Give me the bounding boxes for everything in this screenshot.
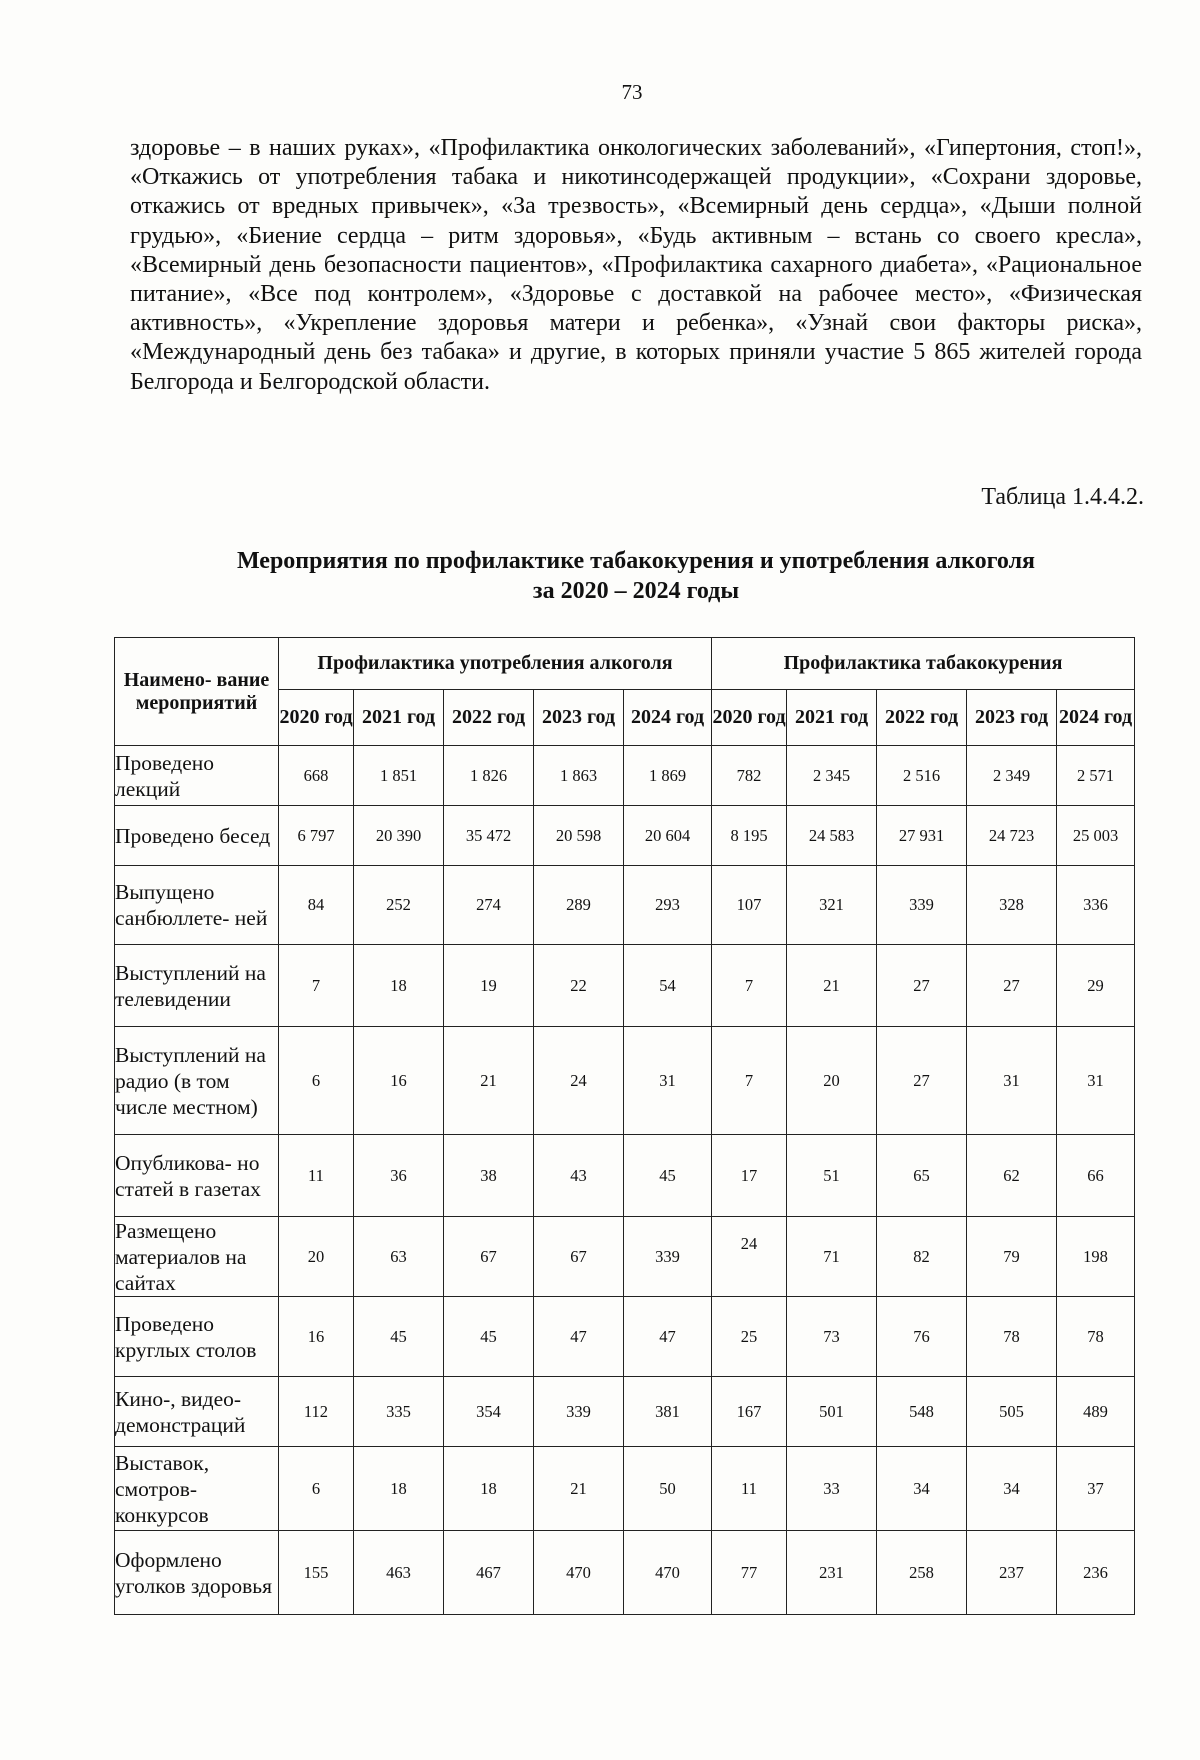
alcohol-cell: 20 598 [534, 806, 624, 866]
alcohol-cell: 63 [354, 1217, 444, 1297]
tobacco-cell: 27 [877, 1027, 967, 1135]
tobacco-cell: 8 195 [712, 806, 787, 866]
tobacco-cell: 82 [877, 1217, 967, 1297]
alcohol-cell: 47 [534, 1297, 624, 1377]
tobacco-cell: 2 345 [787, 746, 877, 806]
tobacco-cell: 29 [1057, 945, 1135, 1027]
alcohol-cell: 470 [534, 1531, 624, 1615]
tobacco-cell: 34 [877, 1447, 967, 1531]
alcohol-cell: 354 [444, 1377, 534, 1447]
tobacco-cell: 76 [877, 1297, 967, 1377]
tobacco-cell: 237 [967, 1531, 1057, 1615]
alcohol-cell: 293 [624, 866, 712, 945]
tobacco-cell: 77 [712, 1531, 787, 1615]
tobacco-cell: 782 [712, 746, 787, 806]
table-row [115, 1135, 1135, 1217]
tobacco-cell: 17 [712, 1135, 787, 1217]
name-column-header: Наимено- вание мероприятий [115, 638, 279, 746]
tobacco-cell: 258 [877, 1531, 967, 1615]
row-label: Оформлено уголков здоровья [115, 1531, 279, 1615]
table-row [115, 1027, 1135, 1135]
table-row [115, 1217, 1135, 1297]
row-label: Выступлений на телевидении [115, 945, 279, 1027]
year-header-tobacco-2023: 2023 год [967, 690, 1057, 746]
alcohol-cell: 1 863 [534, 746, 624, 806]
table-title [130, 546, 1142, 606]
year-header-tobacco-2022: 2022 год [877, 690, 967, 746]
table-row [115, 1297, 1135, 1377]
year-header-tobacco-2020: 2020 год [712, 690, 787, 746]
alcohol-cell: 381 [624, 1377, 712, 1447]
table-row [115, 945, 1135, 1027]
alcohol-cell: 38 [444, 1135, 534, 1217]
alcohol-cell: 31 [624, 1027, 712, 1135]
tobacco-cell: 548 [877, 1377, 967, 1447]
alcohol-cell: 67 [444, 1217, 534, 1297]
alcohol-cell: 43 [534, 1135, 624, 1217]
tobacco-cell: 167 [712, 1377, 787, 1447]
alcohol-cell: 339 [534, 1377, 624, 1447]
row-label: Размещено материалов на сайтах [115, 1217, 279, 1297]
tobacco-cell: 62 [967, 1135, 1057, 1217]
alcohol-cell: 1 826 [444, 746, 534, 806]
alcohol-cell: 20 [279, 1217, 354, 1297]
tobacco-cell: 71 [787, 1217, 877, 1297]
row-label: Выступлений на радио (в том числе местном) [115, 1027, 279, 1135]
alcohol-cell: 18 [354, 1447, 444, 1531]
events-table [114, 637, 1135, 1615]
alcohol-cell: 1 851 [354, 746, 444, 806]
alcohol-cell: 67 [534, 1217, 624, 1297]
tobacco-cell: 24 723 [967, 806, 1057, 866]
year-header-alcohol-2024: 2024 год [624, 690, 712, 746]
table-row [115, 1447, 1135, 1531]
alcohol-cell: 36 [354, 1135, 444, 1217]
tobacco-cell: 231 [787, 1531, 877, 1615]
row-label: Опубликова- но статей в газетах [115, 1135, 279, 1217]
alcohol-cell: 463 [354, 1531, 444, 1615]
alcohol-group-header: Профилактика употребления алкоголя [279, 638, 712, 690]
tobacco-cell: 328 [967, 866, 1057, 945]
alcohol-cell: 18 [354, 945, 444, 1027]
year-header-tobacco-2024: 2024 год [1057, 690, 1135, 746]
tobacco-cell: 2 349 [967, 746, 1057, 806]
tobacco-cell: 24 583 [787, 806, 877, 866]
alcohol-cell: 6 [279, 1027, 354, 1135]
alcohol-cell: 6 797 [279, 806, 354, 866]
tobacco-cell: 2 516 [877, 746, 967, 806]
year-header-alcohol-2021: 2021 год [354, 690, 444, 746]
tobacco-cell: 25 003 [1057, 806, 1135, 866]
tobacco-cell: 65 [877, 1135, 967, 1217]
tobacco-cell: 79 [967, 1217, 1057, 1297]
row-label: Выставок, смотров- конкурсов [115, 1447, 279, 1531]
tobacco-cell: 321 [787, 866, 877, 945]
alcohol-cell: 18 [444, 1447, 534, 1531]
alcohol-cell: 20 390 [354, 806, 444, 866]
alcohol-cell: 22 [534, 945, 624, 1027]
alcohol-cell: 668 [279, 746, 354, 806]
tobacco-group-header: Профилактика табакокурения [712, 638, 1135, 690]
body-paragraph: здоровье – в наших руках», «Профилактика онкологических заболеваний», «Гипертония, стоп!», «Откажись от употребления табака и никотинсодержащей продукции», «Сохрани здоровье, откажись от вредных привычек», «За трезвость», «Всемирный день сердца», «Дыши полной грудью», «Биение сердца – ритм здоровья», «Будь активным – встань со своего кресла», «Всемирный день безопасности пациентов», «Профилактика сахарного диабета», «Рациональное питание», «Все под контролем», «Здоровье с доставкой на рабочее место», «Физическая активность», «Укрепление здоровья матери и ребенка», «Узнай свои факторы риска», «Международный день без табака» и другие, в которых приняли участие 5 865 жителей города Белгорода и Белгородской области. [130, 135, 1142, 395]
tobacco-cell: 339 [877, 866, 967, 945]
alcohol-cell: 112 [279, 1377, 354, 1447]
alcohol-cell: 47 [624, 1297, 712, 1377]
tobacco-cell: 27 [967, 945, 1057, 1027]
table-row [115, 1531, 1135, 1615]
tobacco-cell: 21 [787, 945, 877, 1027]
row-label: Проведено бесед [115, 806, 279, 866]
alcohol-cell: 6 [279, 1447, 354, 1531]
tobacco-cell: 31 [1057, 1027, 1135, 1135]
tobacco-cell: 7 [712, 1027, 787, 1135]
tobacco-cell: 27 [877, 945, 967, 1027]
alcohol-cell: 45 [354, 1297, 444, 1377]
alcohol-cell: 20 604 [624, 806, 712, 866]
alcohol-cell: 35 472 [444, 806, 534, 866]
alcohol-cell: 1 869 [624, 746, 712, 806]
alcohol-cell: 19 [444, 945, 534, 1027]
alcohol-cell: 155 [279, 1531, 354, 1615]
row-label: Проведено лекций [115, 746, 279, 806]
tobacco-cell: 66 [1057, 1135, 1135, 1217]
alcohol-cell: 84 [279, 866, 354, 945]
alcohol-cell: 467 [444, 1531, 534, 1615]
alcohol-cell: 50 [624, 1447, 712, 1531]
row-label: Проведено круглых столов [115, 1297, 279, 1377]
year-header-alcohol-2023: 2023 год [534, 690, 624, 746]
tobacco-cell: 25 [712, 1297, 787, 1377]
alcohol-cell: 21 [444, 1027, 534, 1135]
alcohol-cell: 289 [534, 866, 624, 945]
tobacco-cell: 2 571 [1057, 746, 1135, 806]
tobacco-cell: 24 [712, 1217, 787, 1297]
year-header-alcohol-2022: 2022 год [444, 690, 534, 746]
alcohol-cell: 24 [534, 1027, 624, 1135]
tobacco-cell: 20 [787, 1027, 877, 1135]
alcohol-cell: 45 [444, 1297, 534, 1377]
alcohol-cell: 7 [279, 945, 354, 1027]
tobacco-cell: 27 931 [877, 806, 967, 866]
tobacco-cell: 51 [787, 1135, 877, 1217]
table-row [115, 866, 1135, 945]
tobacco-cell: 78 [967, 1297, 1057, 1377]
tobacco-cell: 489 [1057, 1377, 1135, 1447]
table-head [115, 638, 1135, 746]
row-label: Выпущено санбюллете- ней [115, 866, 279, 945]
alcohol-cell: 16 [354, 1027, 444, 1135]
tobacco-cell: 7 [712, 945, 787, 1027]
page-number: 73 [621, 80, 643, 104]
year-header-alcohol-2020: 2020 год [279, 690, 354, 746]
group-header-row [115, 638, 1135, 690]
alcohol-cell: 274 [444, 866, 534, 945]
alcohol-cell: 16 [279, 1297, 354, 1377]
alcohol-cell: 252 [354, 866, 444, 945]
table-number: Таблица 1.4.4.2. [981, 484, 1144, 510]
row-label: Кино-, видео- демонстраций [115, 1377, 279, 1447]
table-row [115, 1377, 1135, 1447]
table-row [115, 746, 1135, 806]
table-body [115, 746, 1135, 1615]
tobacco-cell: 505 [967, 1377, 1057, 1447]
tobacco-cell: 198 [1057, 1217, 1135, 1297]
table-title-line-2: за 2020 – 2024 годы [532, 578, 740, 604]
alcohol-cell: 21 [534, 1447, 624, 1531]
tobacco-cell: 37 [1057, 1447, 1135, 1531]
tobacco-cell: 73 [787, 1297, 877, 1377]
alcohol-cell: 335 [354, 1377, 444, 1447]
tobacco-cell: 31 [967, 1027, 1057, 1135]
alcohol-cell: 339 [624, 1217, 712, 1297]
tobacco-cell: 336 [1057, 866, 1135, 945]
tobacco-cell: 34 [967, 1447, 1057, 1531]
alcohol-cell: 11 [279, 1135, 354, 1217]
year-header-tobacco-2021: 2021 год [787, 690, 877, 746]
tobacco-cell: 11 [712, 1447, 787, 1531]
tobacco-cell: 33 [787, 1447, 877, 1531]
alcohol-cell: 45 [624, 1135, 712, 1217]
alcohol-cell: 54 [624, 945, 712, 1027]
tobacco-cell: 78 [1057, 1297, 1135, 1377]
tobacco-cell: 107 [712, 866, 787, 945]
tobacco-cell: 501 [787, 1377, 877, 1447]
alcohol-cell: 470 [624, 1531, 712, 1615]
tobacco-cell: 236 [1057, 1531, 1135, 1615]
table-row [115, 806, 1135, 866]
table-title-line-1: Мероприятия по профилактике табакокурения и употребления алкоголя [236, 548, 1036, 574]
